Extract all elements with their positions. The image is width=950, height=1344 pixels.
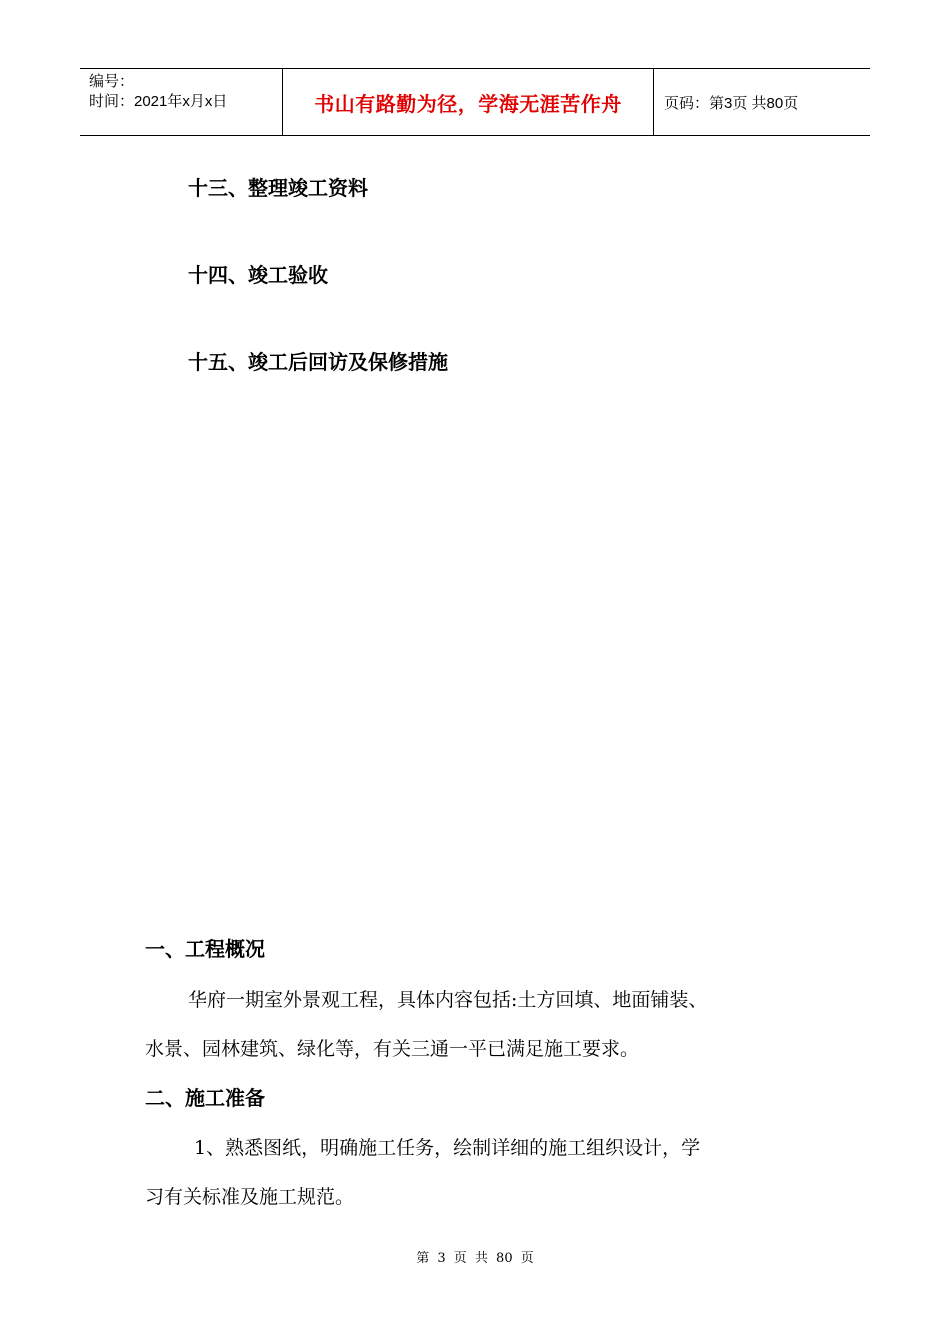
- page-header: [80, 68, 870, 136]
- header-motto: 书山有路勤为径，学海无涯苦作舟: [314, 91, 622, 116]
- header-page-code: 页码：第3页 共80页: [664, 94, 799, 112]
- overview-paragraph-line-2: 水景、园林建筑、绿化等，有关三通一平已满足施工要求。: [145, 1038, 640, 1060]
- document-number-label: 编号：: [89, 73, 135, 90]
- header-meta: [80, 69, 282, 135]
- toc-item-13: 十三、整理竣工资料: [188, 176, 368, 200]
- toc-item-15: 十五、竣工后回访及保修措施: [188, 350, 448, 374]
- document-time-label: 时间：2021年x月x日: [89, 93, 228, 110]
- section-heading-preparation: 二、施工准备: [145, 1086, 265, 1110]
- toc-item-14: 十四、竣工验收: [188, 263, 328, 287]
- preparation-paragraph-line-2: 习有关标准及施工规范。: [145, 1186, 355, 1208]
- header-motto-cell: [282, 69, 654, 135]
- section-heading-overview: 一、工程概况: [145, 937, 265, 961]
- overview-paragraph-line-1: 华府一期室外景观工程，具体内容包括:土方回填、地面铺装、: [188, 989, 708, 1011]
- page-footer: 第 3 页 共 80 页: [416, 1251, 534, 1266]
- preparation-paragraph-line-1: 1、熟悉图纸，明确施工任务，绘制详细的施工组织设计，学: [188, 1137, 701, 1159]
